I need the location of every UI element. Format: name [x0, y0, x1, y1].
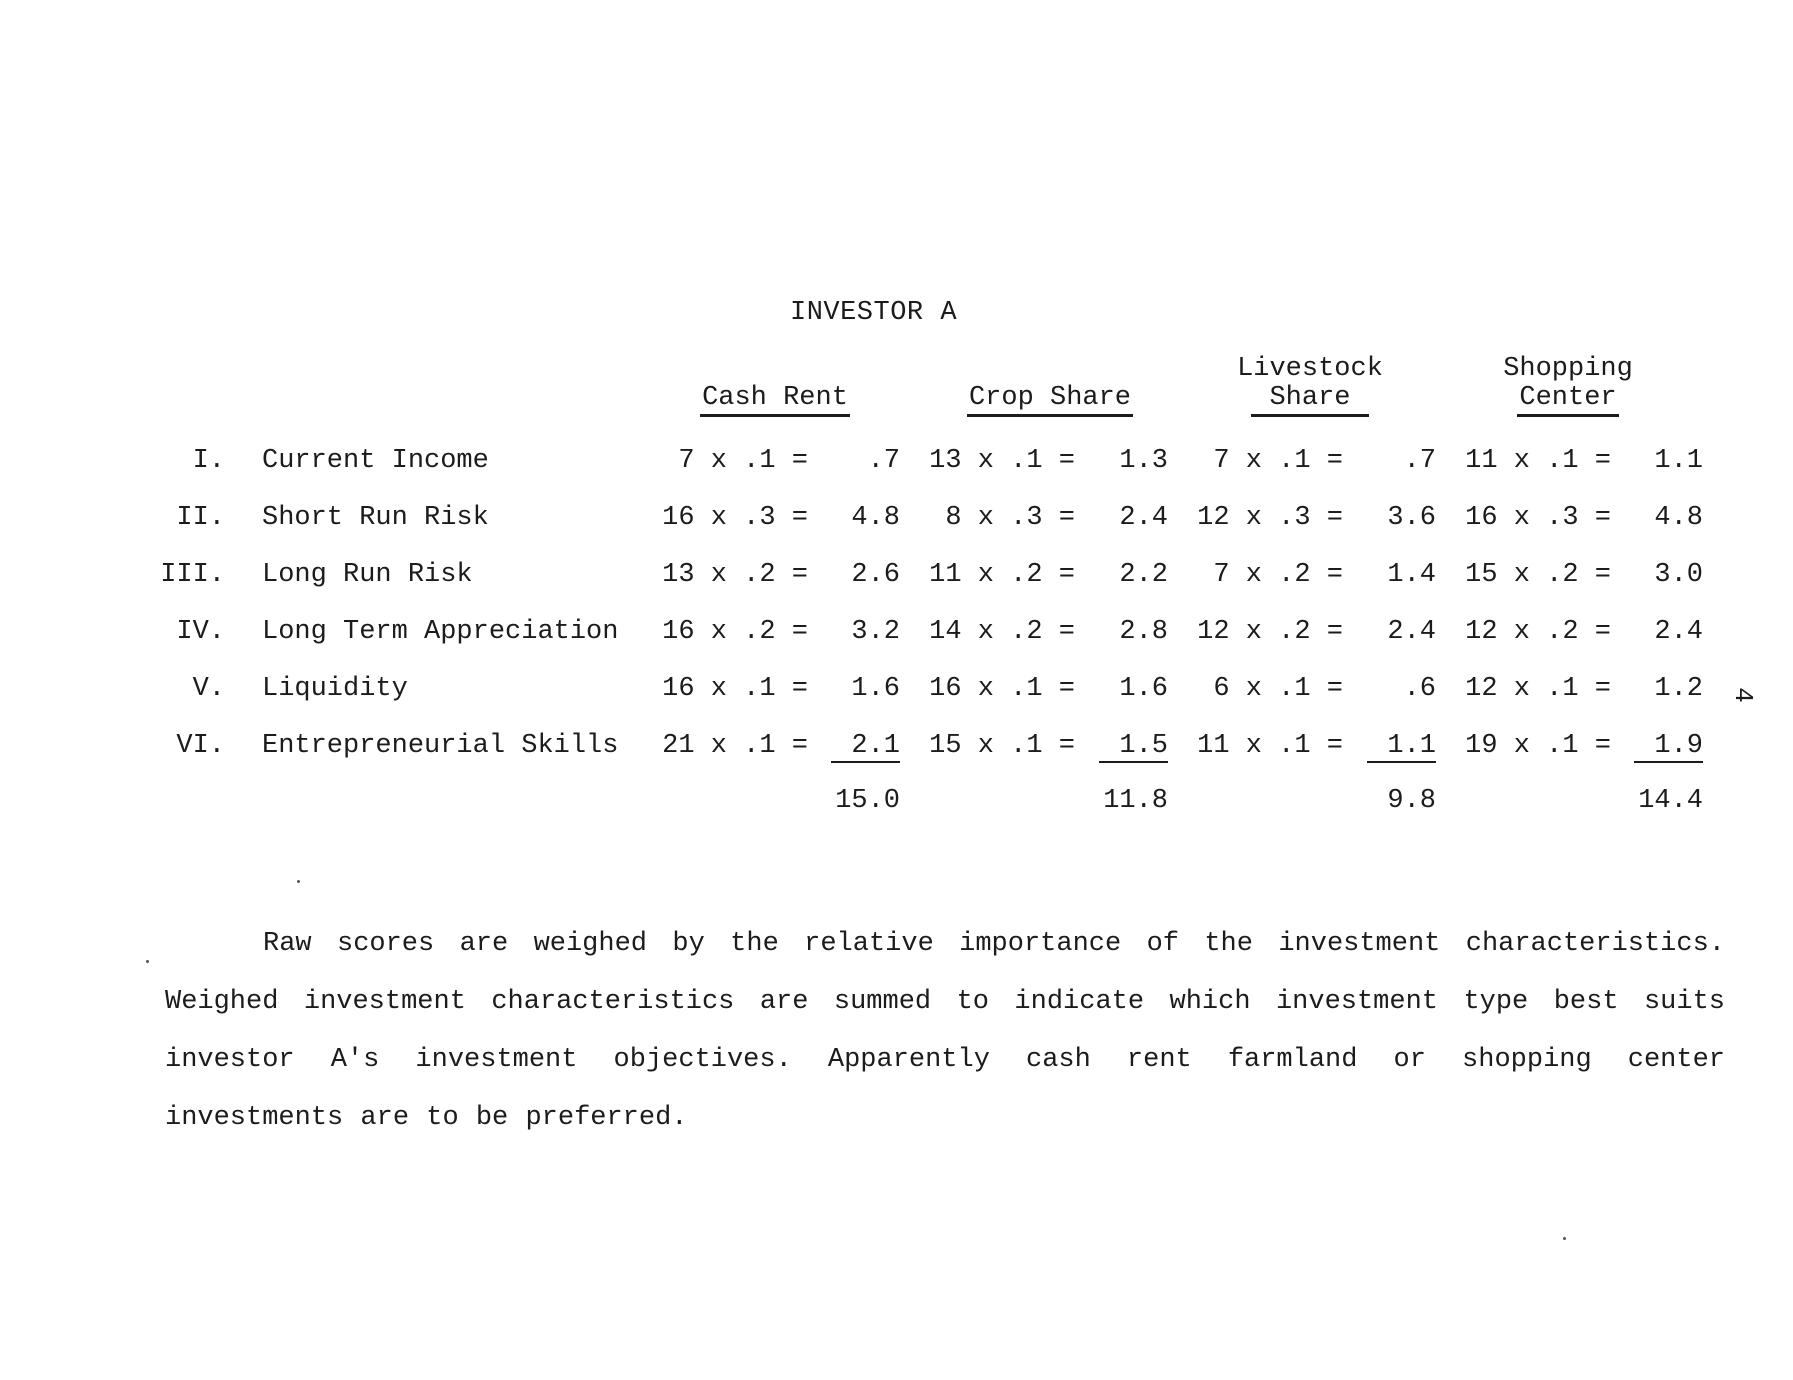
scan-speck — [1563, 1237, 1566, 1240]
cell-calculation: 7 x .1 = — [1213, 446, 1343, 476]
column-header-livestock-share — [1220, 355, 1400, 413]
column-header-line1: Livestock — [1237, 354, 1383, 384]
explanatory-paragraph: Raw scores are weighed by the relative importance of the investment characteristics. Weighed investment characteristics are summed to indicate which investment type best suits investor A's investment objectives. Apparently cash rent farmland or shopping center investments are to be preferred. — [165, 929, 1725, 1133]
cell-value: 1.6 — [851, 674, 900, 704]
row-label: Liquidity — [262, 674, 408, 704]
cell-value: 2.1 — [831, 731, 900, 763]
cell-value: 1.4 — [1387, 560, 1436, 590]
row-label: Long Run Risk — [262, 560, 473, 590]
row-numeral: I. — [192, 446, 225, 476]
cell-value: 3.6 — [1387, 503, 1436, 533]
scan-speck — [297, 880, 300, 883]
page-title: INVESTOR A — [790, 298, 958, 328]
cell-value: 2.2 — [1119, 560, 1168, 590]
cell-value: 4.8 — [851, 503, 900, 533]
cell-value: 2.8 — [1119, 617, 1168, 647]
cell-calculation: 7 x .1 = — [678, 446, 808, 476]
row-numeral: V. — [192, 674, 225, 704]
column-total: 15.0 — [835, 786, 900, 816]
row-numeral: II. — [176, 503, 225, 533]
cell-calculation: 11 x .1 = — [1197, 731, 1343, 761]
cell-calculation: 12 x .3 = — [1197, 503, 1343, 533]
cell-value: 2.4 — [1119, 503, 1168, 533]
column-total: 9.8 — [1387, 786, 1436, 816]
cell-value: 2.4 — [1387, 617, 1436, 647]
table-row — [0, 674, 1793, 714]
scan-speck — [146, 960, 149, 963]
cell-calculation: 21 x .1 = — [662, 731, 808, 761]
cell-calculation: 16 x .1 = — [929, 674, 1075, 704]
column-header-line1: Shopping — [1503, 354, 1633, 384]
cell-value: 1.5 — [1099, 731, 1168, 763]
row-label: Current Income — [262, 446, 489, 476]
cell-calculation: 7 x .2 = — [1213, 560, 1343, 590]
cell-value: 1.1 — [1654, 446, 1703, 476]
row-label: Short Run Risk — [262, 503, 489, 533]
cell-calculation: 13 x .2 = — [662, 560, 808, 590]
cell-value: .7 — [1403, 446, 1436, 476]
cell-calculation: 11 x .2 = — [929, 560, 1075, 590]
cell-calculation: 6 x .1 = — [1213, 674, 1343, 704]
row-label: Long Term Appreciation — [262, 617, 619, 647]
cell-value: 1.2 — [1654, 674, 1703, 704]
cell-calculation: 16 x .3 = — [662, 503, 808, 533]
cell-value: 2.4 — [1654, 617, 1703, 647]
cell-value: .7 — [867, 446, 900, 476]
cell-value: 4.8 — [1654, 503, 1703, 533]
cell-calculation: 14 x .2 = — [929, 617, 1075, 647]
cell-calculation: 12 x .1 = — [1465, 674, 1611, 704]
table-row — [0, 503, 1793, 543]
column-total: 11.8 — [1103, 786, 1168, 816]
row-numeral: IV. — [176, 617, 225, 647]
cell-calculation: 12 x .2 = — [1465, 617, 1611, 647]
row-numeral: VI. — [176, 731, 225, 761]
cell-value: 1.6 — [1119, 674, 1168, 704]
cell-value: 3.0 — [1654, 560, 1703, 590]
table-row — [0, 446, 1793, 486]
cell-calculation: 19 x .1 = — [1465, 731, 1611, 761]
cell-value: 1.3 — [1119, 446, 1168, 476]
column-total: 14.4 — [1638, 786, 1703, 816]
cell-calculation: 16 x .1 = — [662, 674, 808, 704]
cell-calculation: 16 x .3 = — [1465, 503, 1611, 533]
cell-calculation: 12 x .2 = — [1197, 617, 1343, 647]
column-header-line2: Cash Rent — [700, 383, 850, 417]
cell-calculation: 11 x .1 = — [1465, 446, 1611, 476]
page-number: 4 — [1727, 687, 1758, 703]
column-header-line2: Crop Share — [967, 383, 1133, 417]
cell-value: .6 — [1403, 674, 1436, 704]
cell-value: 3.2 — [851, 617, 900, 647]
column-header-crop-share — [950, 384, 1150, 413]
column-header-cash-rent — [685, 384, 865, 413]
column-header-line2: Share — [1251, 383, 1368, 417]
row-label: Entrepreneurial Skills — [262, 731, 619, 761]
cell-calculation: 15 x .1 = — [929, 731, 1075, 761]
table-row — [0, 560, 1793, 600]
cell-calculation: 13 x .1 = — [929, 446, 1075, 476]
cell-value: 2.6 — [851, 560, 900, 590]
cell-value: 1.9 — [1634, 731, 1703, 763]
cell-calculation: 8 x .3 = — [945, 503, 1075, 533]
column-header-shopping-center — [1478, 355, 1658, 413]
cell-calculation: 16 x .2 = — [662, 617, 808, 647]
column-header-line2: Center — [1517, 383, 1618, 417]
cell-value: 1.1 — [1367, 731, 1436, 763]
cell-calculation: 15 x .2 = — [1465, 560, 1611, 590]
row-numeral: III. — [160, 560, 225, 590]
table-row — [0, 731, 1793, 771]
table-row — [0, 617, 1793, 657]
